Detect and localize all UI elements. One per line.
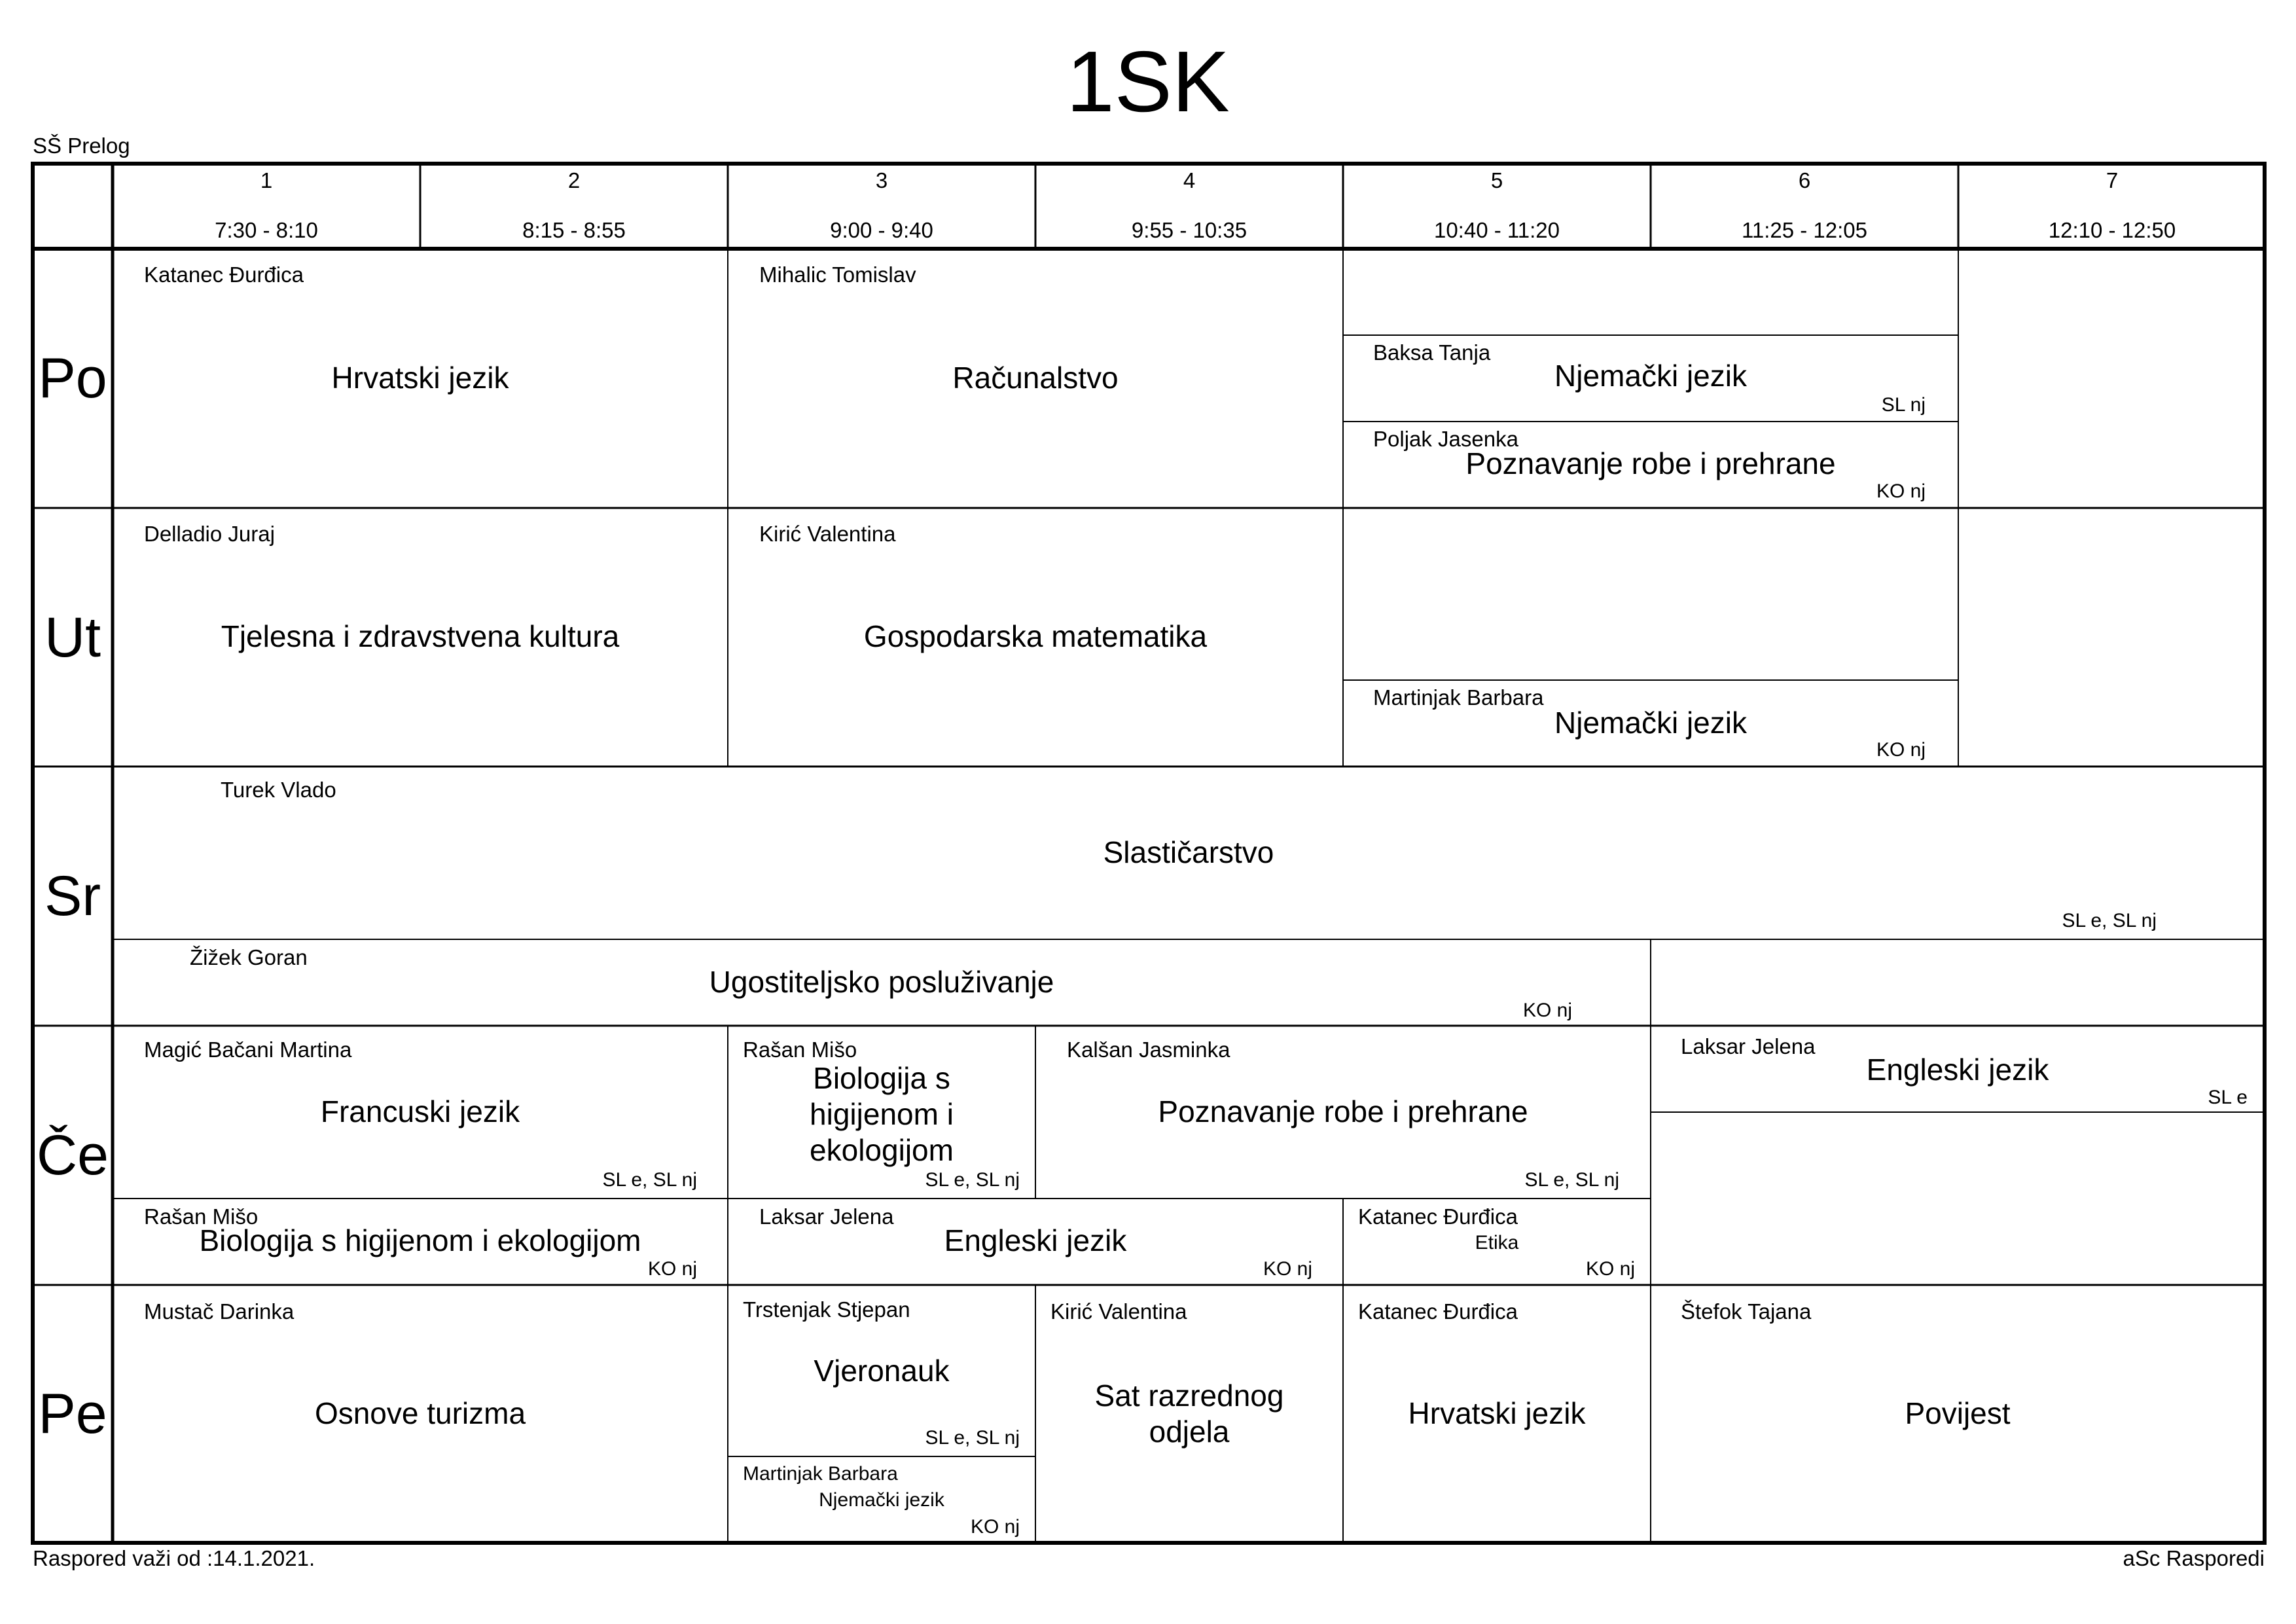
lesson-subject: Hrvatski jezik — [331, 361, 509, 395]
lesson-subject: Slastičarstvo — [1103, 835, 1274, 869]
lesson-teacher: Turek Vlado — [221, 778, 336, 802]
period-number: 3 — [875, 168, 888, 192]
lesson-teacher: Martinjak Barbara — [743, 1463, 898, 1485]
lesson-subject: Računalstvo — [952, 361, 1119, 395]
lesson-subject: Engleski jezik — [1866, 1053, 2049, 1087]
lesson-teacher: Žižek Goran — [190, 945, 308, 969]
lesson-group: KO nj — [1876, 480, 1926, 502]
lesson-teacher: Baksa Tanja — [1373, 340, 1491, 365]
period-number: 5 — [1490, 168, 1503, 192]
lesson-group: SL e, SL nj — [602, 1169, 697, 1191]
lesson-teacher: Rašan Mišo — [743, 1038, 857, 1062]
lesson-teacher: Katanec Đurđica — [1358, 1204, 1518, 1229]
lesson-subject: Biologija s higijenom i ekologijom — [199, 1223, 641, 1257]
lesson-group: KO nj — [1585, 1258, 1635, 1280]
period-number: 7 — [2106, 168, 2119, 192]
lesson-group: SL e, SL nj — [925, 1427, 1020, 1449]
period-time: 11:25 - 12:05 — [1741, 218, 1868, 242]
lesson-group: KO nj — [1263, 1258, 1312, 1280]
lesson-teacher: Kalšan Jasminka — [1067, 1038, 1230, 1062]
lesson-subject: Biologija s higijenom i ekologijom — [810, 1061, 954, 1167]
period-number: 4 — [1183, 168, 1196, 192]
period-number: 6 — [1798, 168, 1811, 192]
lesson-group: SL e, SL nj — [2062, 910, 2157, 931]
lesson-teacher: Poljak Jasenka — [1373, 427, 1518, 451]
lesson-teacher: Katanec Đurđica — [1358, 1299, 1518, 1324]
day-label-wednesday: Sr — [45, 865, 101, 928]
lesson-subject: Etika — [1475, 1232, 1519, 1254]
lesson-teacher: Laksar Jelena — [759, 1204, 894, 1229]
lesson-subject: Njemački jezik — [1554, 359, 1747, 393]
page-title: 1SK — [1066, 33, 1230, 130]
lesson-teacher: Štefok Tajana — [1681, 1299, 1812, 1324]
lesson-teacher: Delladio Juraj — [144, 522, 275, 546]
lesson-subject: Poznavanje robe i prehrane — [1158, 1094, 1528, 1128]
period-time: 10:40 - 11:20 — [1433, 218, 1560, 242]
lesson-teacher: Kirić Valentina — [759, 522, 896, 546]
day-label-monday: Po — [38, 347, 107, 410]
day-label-friday: Pe — [38, 1382, 107, 1445]
lesson-subject: Poznavanje robe i prehrane — [1465, 446, 1836, 480]
lesson-subject: Tjelesna i zdravstvena kultura — [221, 619, 620, 653]
lesson-teacher: Kirić Valentina — [1050, 1299, 1187, 1324]
day-label-thursday: Če — [37, 1124, 109, 1187]
lesson-subject: Njemački jezik — [819, 1489, 944, 1511]
lesson-subject: Hrvatski jezik — [1408, 1396, 1586, 1430]
software-credit: aSc Rasporedi — [2123, 1546, 2265, 1570]
lesson-subject: Francuski jezik — [320, 1094, 520, 1128]
lesson-group: SL e, SL nj — [925, 1169, 1020, 1191]
lesson-teacher: Trstenjak Stjepan — [743, 1297, 910, 1322]
lesson-subject: Gospodarska matematika — [863, 619, 1208, 653]
period-number: 1 — [260, 168, 273, 192]
lesson-group: SL e — [2208, 1087, 2248, 1108]
lesson-group: KO nj — [970, 1516, 1020, 1538]
lesson-teacher: Katanec Đurđica — [144, 262, 304, 287]
period-time: 9:00 - 9:40 — [830, 218, 933, 242]
lesson-group: SL e, SL nj — [1524, 1169, 1619, 1191]
lesson-teacher: Laksar Jelena — [1681, 1034, 1816, 1058]
day-label-tuesday: Ut — [45, 606, 101, 669]
period-number: 2 — [567, 168, 581, 192]
lesson-subject: Povijest — [1905, 1396, 2011, 1430]
lesson-subject: Osnove turizma — [314, 1396, 526, 1430]
lesson-subject: Sat razrednog odjela — [1094, 1379, 1284, 1449]
lesson-group: SL nj — [1881, 394, 1926, 416]
lesson-teacher: Mihalic Tomislav — [759, 262, 916, 287]
lesson-subject: Vjeronauk — [814, 1354, 950, 1388]
lesson-teacher: Martinjak Barbara — [1373, 685, 1544, 710]
lesson-teacher: Rašan Mišo — [144, 1204, 259, 1229]
lesson-group: KO nj — [1522, 1000, 1572, 1021]
validity-note: Raspored važi od :14.1.2021. — [33, 1546, 315, 1570]
period-time: 12:10 - 12:50 — [2048, 218, 2176, 242]
lesson-teacher: Mustač Darinka — [144, 1299, 295, 1324]
school-name: SŠ Prelog — [33, 134, 130, 158]
lesson-subject: Engleski jezik — [944, 1223, 1127, 1257]
lesson-subject: Njemački jezik — [1554, 706, 1747, 740]
lesson-group: KO nj — [1876, 739, 1926, 761]
period-time: 9:55 - 10:35 — [1131, 218, 1247, 242]
period-time: 8:15 - 8:55 — [522, 218, 626, 242]
lesson-teacher: Magić Bačani Martina — [144, 1038, 352, 1062]
lesson-subject: Ugostiteljsko posluživanje — [709, 965, 1054, 999]
lesson-group: KO nj — [647, 1258, 697, 1280]
period-time: 7:30 - 8:10 — [215, 218, 318, 242]
